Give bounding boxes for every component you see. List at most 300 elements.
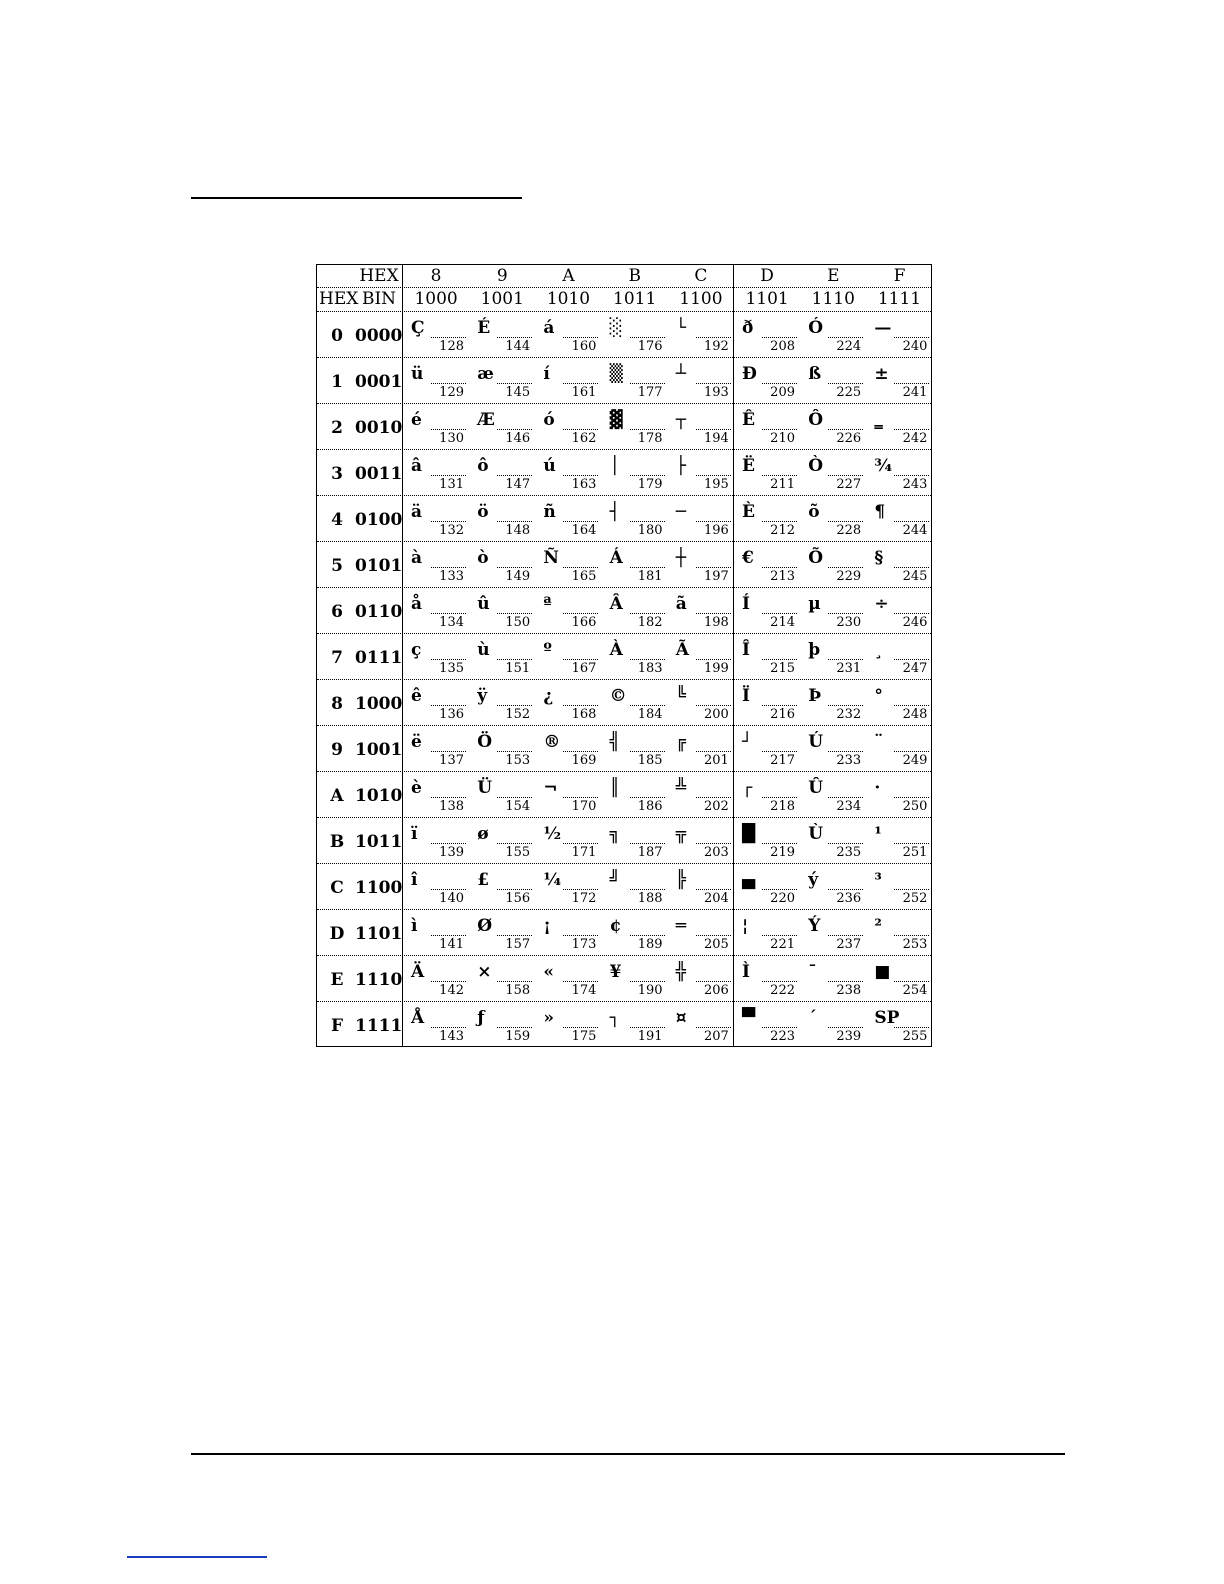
character-glyph: î [411,870,418,890]
decimal-code: 170 [571,799,597,814]
decimal-code: 178 [637,431,663,446]
decimal-code: 151 [505,661,531,676]
dotted-leader [696,567,731,568]
decimal-code: 202 [703,799,729,814]
character-cell [602,1002,668,1048]
character-cell [403,1002,469,1048]
dotted-leader [497,659,532,660]
character-cell [866,542,932,588]
decimal-code: 172 [571,891,597,906]
character-glyph: ¢ [609,916,622,936]
dotted-leader [630,659,665,660]
character-cell [668,312,734,358]
character-glyph: Ò [808,456,823,476]
dotted-leader [431,659,466,660]
decimal-code: 153 [505,753,531,768]
character-glyph: ¯ [808,962,817,982]
dotted-leader [630,797,665,798]
row-hex-label: 6 [331,602,343,622]
character-glyph: Ð [742,364,757,384]
dotted-leader [828,935,863,936]
character-glyph: ▄ [742,870,756,890]
dotted-leader [828,383,863,384]
character-cell [403,634,469,680]
decimal-code: 212 [770,523,795,538]
row-bin-label: 1110 [355,970,403,990]
dotted-leader [828,613,863,614]
dotted-leader [431,567,466,568]
character-cell [403,726,469,772]
decimal-code: 252 [902,891,928,906]
decimal-code: 175 [571,1029,597,1044]
character-glyph: ┐ [609,1008,620,1028]
character-cell [668,910,734,956]
character-glyph: § [874,548,884,568]
decimal-code: 154 [505,799,531,814]
dotted-leader [630,383,665,384]
column-bin-header: 1111 [877,289,922,309]
decimal-code: 246 [902,615,928,630]
decimal-code: 142 [439,983,464,998]
decimal-code: 208 [770,339,795,354]
dotted-leader [431,383,466,384]
dotted-leader [696,383,731,384]
character-glyph: ¶ [874,502,886,522]
character-glyph: ┌ [742,778,753,798]
column-hex-header: 9 [496,266,508,286]
dotted-leader [563,475,598,476]
character-glyph: ú [543,456,556,476]
character-cell [734,404,800,450]
dotted-leader [894,613,929,614]
character-cell [866,772,932,818]
character-cell [602,956,668,1002]
column-bin-header: 1101 [745,289,789,309]
decimal-code: 140 [439,891,464,906]
bottom-rule [191,1453,1065,1455]
character-glyph: ╩ [675,778,687,798]
character-glyph: á [543,318,555,338]
character-glyph: « [543,962,555,982]
character-glyph: € [742,548,754,568]
character-cell [668,634,734,680]
row-hex-label: 7 [331,648,343,668]
character-glyph: ³ [874,870,882,890]
decimal-code: 162 [571,431,597,446]
dotted-leader [630,705,665,706]
character-glyph: ╦ [675,824,687,844]
dotted-leader [894,383,929,384]
character-glyph: ¾ [874,456,893,476]
dotted-leader [828,751,863,752]
character-cell [535,450,601,496]
character-cell [800,542,866,588]
dotted-leader [762,889,797,890]
character-glyph: ¬ [543,778,558,798]
decimal-code: 204 [703,891,729,906]
character-cell [403,404,469,450]
character-glyph: Ã [675,640,689,660]
character-cell [535,496,601,542]
dotted-leader [762,981,797,982]
dotted-leader [894,429,929,430]
decimal-code: 136 [439,707,464,722]
decimal-code: 187 [637,845,663,860]
character-glyph: £ [477,870,490,890]
decimal-code: 220 [770,891,795,906]
dotted-leader [497,1027,532,1028]
character-cell [800,864,866,910]
dotted-leader [828,889,863,890]
decimal-code: 253 [902,937,928,952]
character-cell [602,680,668,726]
character-glyph: ¿ [543,686,554,706]
row-hex-label: F [330,1016,344,1036]
column-hex-header: D [760,266,774,286]
decimal-code: 214 [770,615,795,630]
character-cell [535,772,601,818]
dotted-leader [762,383,797,384]
dotted-leader [894,751,929,752]
decimal-code: 131 [439,477,464,492]
character-cell [535,956,601,1002]
dotted-leader [431,521,466,522]
character-glyph: ñ [543,502,556,522]
dotted-leader [563,337,598,338]
decimal-code: 135 [439,661,464,676]
decimal-code: 224 [836,339,862,354]
decimal-code: 225 [836,385,862,400]
dotted-leader [762,659,797,660]
dotted-leader [762,613,797,614]
decimal-code: 134 [439,615,464,630]
character-glyph: ó [543,410,555,430]
character-cell [469,542,535,588]
decimal-code: 196 [703,523,729,538]
dotted-leader [828,981,863,982]
dotted-leader [431,613,466,614]
character-glyph: ã [675,594,687,614]
character-cell [535,818,601,864]
decimal-code: 195 [703,477,729,492]
character-cell [800,496,866,542]
decimal-code: 130 [439,431,464,446]
decimal-code: 164 [571,523,597,538]
dotted-leader [696,1027,731,1028]
character-glyph: ï [411,824,418,844]
dotted-leader [630,475,665,476]
row-bin-label: 0110 [355,602,403,622]
decimal-code: 190 [637,983,663,998]
character-cell [535,864,601,910]
row-hex-label: 2 [331,418,343,438]
dotted-leader [894,337,929,338]
decimal-code: 139 [439,845,464,860]
dotted-leader [431,429,466,430]
character-cell [668,358,734,404]
character-cell [668,542,734,588]
character-cell [866,910,932,956]
character-cell [800,772,866,818]
dotted-leader [828,1027,863,1028]
character-glyph: Þ [808,686,822,706]
character-cell [866,956,932,1002]
row-hex-label: 1 [331,372,343,392]
decimal-code: 129 [439,385,464,400]
character-glyph: ░ [609,318,623,338]
character-cell [866,1002,932,1048]
decimal-code: 218 [770,799,795,814]
character-glyph: ═ [675,916,687,936]
dotted-leader [828,705,863,706]
character-cell [734,542,800,588]
character-cell [403,450,469,496]
character-glyph: ║ [609,778,620,798]
character-glyph: ì [411,916,418,936]
character-cell [734,634,800,680]
character-glyph: SP [874,1008,900,1028]
row-bin-label: 1011 [355,832,403,852]
decimal-code: 200 [703,707,729,722]
character-glyph: µ [808,594,821,614]
character-glyph: ê [411,686,422,706]
dotted-leader [563,383,598,384]
character-glyph: è [411,778,422,798]
character-glyph: È [742,502,755,522]
character-glyph: ÷ [874,594,889,614]
character-cell [866,864,932,910]
decimal-code: 185 [637,753,663,768]
character-cell [800,450,866,496]
column-bin-header: 1010 [546,289,591,309]
dotted-leader [497,383,532,384]
decimal-code: 222 [770,983,795,998]
character-cell [602,634,668,680]
character-cell [469,910,535,956]
character-glyph: ´ [808,1008,817,1028]
hex-row-label: HEX [319,289,359,309]
dotted-leader [563,751,598,752]
dotted-leader [828,521,863,522]
character-cell [866,588,932,634]
dotted-leader [894,889,929,890]
character-glyph: ð [742,318,754,338]
character-cell [469,1002,535,1048]
decimal-code: 236 [836,891,862,906]
character-glyph: ┬ [675,410,687,430]
dotted-leader [828,567,863,568]
decimal-code: 157 [505,937,531,952]
decimal-code: 141 [439,937,464,952]
character-glyph: ä [411,502,423,522]
decimal-code: 158 [505,983,531,998]
decimal-code: 231 [836,661,862,676]
character-cell [602,312,668,358]
row-hex-label: 3 [331,464,343,484]
row-bin-label: 0000 [355,326,403,346]
decimal-code: 188 [637,891,663,906]
row-bin-label: 0100 [355,510,403,530]
character-cell [403,864,469,910]
decimal-code: 234 [836,799,862,814]
character-cell [535,726,601,772]
character-glyph: Î [742,640,750,660]
row-bin-label: 1101 [355,924,403,944]
decimal-code: 152 [505,707,531,722]
decimal-code: 145 [505,385,531,400]
decimal-code: 177 [637,385,663,400]
decimal-code: 219 [770,845,795,860]
decimal-code: 180 [637,523,663,538]
decimal-code: 174 [571,983,597,998]
character-cell [469,864,535,910]
character-glyph: ¸ [874,640,883,660]
character-cell [403,588,469,634]
character-cell [734,726,800,772]
character-cell [469,818,535,864]
dotted-leader [563,613,598,614]
decimal-code: 149 [505,569,531,584]
decimal-code: 211 [770,477,795,492]
character-cell [668,496,734,542]
decimal-code: 173 [571,937,597,952]
character-cell [403,818,469,864]
dotted-leader [431,337,466,338]
dotted-leader [431,843,466,844]
dotted-leader [696,843,731,844]
column-hex-header: A [562,266,575,286]
character-glyph: ┘ [742,732,753,752]
dotted-leader [762,935,797,936]
character-glyph: º [543,640,552,660]
decimal-code: 176 [637,339,663,354]
decimal-code: 205 [703,937,729,952]
decimal-code: 169 [571,753,597,768]
dotted-leader [762,429,797,430]
dotted-leader [762,567,797,568]
character-cell [602,358,668,404]
decimal-code: 191 [637,1029,663,1044]
decimal-code: 137 [439,753,464,768]
character-cell [800,358,866,404]
decimal-code: 179 [637,477,663,492]
dotted-leader [696,751,731,752]
character-glyph: ½ [543,824,562,844]
character-cell [469,450,535,496]
character-cell [734,864,800,910]
character-glyph: ù [477,640,490,660]
character-cell [602,772,668,818]
decimal-code: 163 [571,477,597,492]
dotted-leader [696,705,731,706]
character-cell [866,726,932,772]
decimal-code: 226 [836,431,862,446]
dotted-leader [828,337,863,338]
character-glyph: ¦ [742,916,749,936]
dotted-leader [828,429,863,430]
dotted-leader [497,843,532,844]
row-bin-label: 0111 [355,648,403,668]
character-cell [866,450,932,496]
footer-link-underline [127,1556,267,1558]
row-bin-label: 1100 [355,878,403,898]
character-cell [800,956,866,1002]
character-glyph: Ç [411,318,425,338]
dotted-leader [696,475,731,476]
character-glyph: — [874,318,892,338]
decimal-code: 228 [836,523,862,538]
character-glyph: ô [477,456,489,476]
character-cell [734,956,800,1002]
character-glyph: █ [742,824,756,844]
character-cell [535,634,601,680]
character-cell [668,864,734,910]
decimal-code: 199 [703,661,729,676]
character-cell [800,818,866,864]
row-hex-label: C [330,878,344,898]
decimal-code: 254 [902,983,928,998]
row-hex-label: B [329,832,345,852]
decimal-code: 161 [571,385,597,400]
character-cell [602,818,668,864]
dotted-leader [630,337,665,338]
decimal-code: 251 [902,845,928,860]
dotted-leader [431,751,466,752]
character-cell [800,1002,866,1048]
decimal-code: 227 [836,477,862,492]
decimal-code: 241 [902,385,928,400]
decimal-code: 221 [770,937,795,952]
decimal-code: 194 [703,431,729,446]
character-glyph: ▒ [609,364,623,384]
character-cell [800,726,866,772]
decimal-code: 168 [571,707,597,722]
character-cell [469,680,535,726]
character-glyph: ╗ [609,824,620,844]
character-glyph: É [477,318,491,338]
character-glyph: Ï [742,686,750,706]
dotted-leader [762,705,797,706]
character-code-table [316,264,932,1047]
character-cell [602,588,668,634]
decimal-code: 235 [836,845,862,860]
character-glyph: ß [808,364,822,384]
character-cell [403,358,469,404]
character-cell [469,312,535,358]
decimal-code: 240 [902,339,928,354]
character-glyph: ╔ [675,732,687,752]
dotted-leader [762,521,797,522]
decimal-code: 244 [902,523,928,538]
character-glyph: ├ [675,456,687,476]
character-glyph: ┼ [675,548,687,568]
character-cell [535,312,601,358]
character-glyph: ┤ [609,502,620,522]
character-glyph: Í [742,594,750,614]
decimal-code: 237 [836,937,862,952]
dotted-leader [630,981,665,982]
decimal-code: 217 [770,753,795,768]
character-glyph: ╝ [609,870,620,890]
character-cell [403,312,469,358]
dotted-leader [630,429,665,430]
character-cell [403,680,469,726]
character-cell [535,910,601,956]
character-glyph: é [411,410,422,430]
decimal-code: 239 [836,1029,862,1044]
dotted-leader [762,751,797,752]
dotted-leader [696,797,731,798]
